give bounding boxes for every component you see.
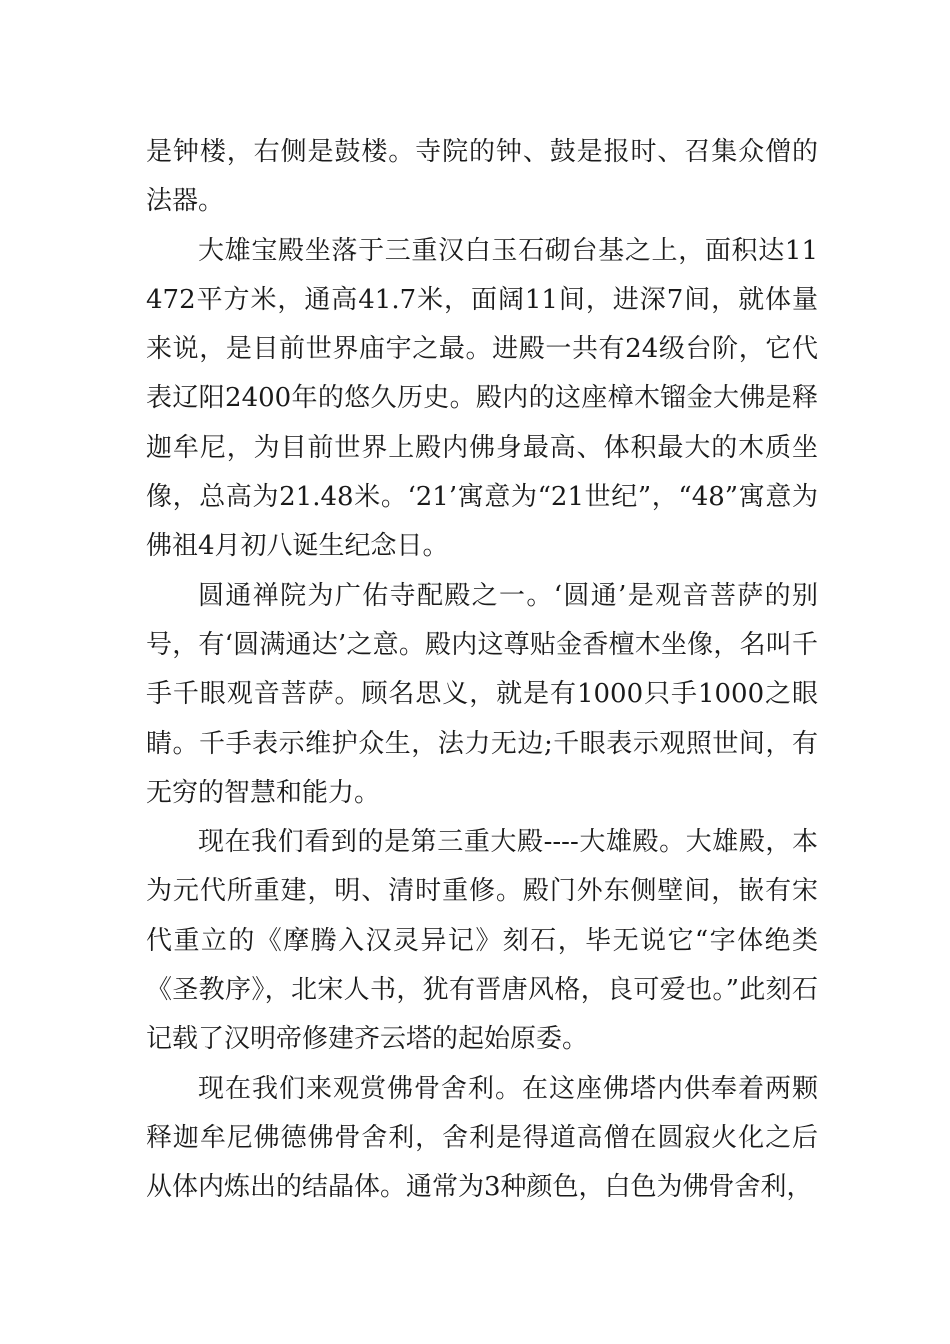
paragraph-mahavira-hall: 大雄宝殿坐落于三重汉白玉石砌台基之上，面积达11472平方米，通高41.7米，面阔11间，进深7间，就体量来说，是目前世界庙宇之最。进殿一共有24级台阶，它代表辽阳2400年的悠久历史。殿内的这座樟木镏金大佛是释迦牟尼，为目前世界上殿内佛身最高、体积最大的木质坐像，总高为21.48米。‘21’寓意为“21世纪”，“48”寓意为佛祖4月初八诞生纪念日。 <box>146 235 818 562</box>
document-body <box>146 128 818 1213</box>
paragraph-yuantong-hall: 圆通禅院为广佑寺配殿之一。‘圆通’是观音菩萨的别号，有‘圆满通达’之意。殿内这尊贴金香檀木坐像，名叫千手千眼观音菩萨。顾名思义，就是有1000只手1000之眼睛。千手表示维护众生，法力无边;千眼表示观照世间，有无穷的智慧和能力。 <box>146 580 818 808</box>
paragraph-daxiong-hall: 现在我们看到的是第三重大殿----大雄殿。大雄殿，本为元代所重建，明、清时重修。殿门外东侧壁间，嵌有宋代重立的《摩腾入汉灵异记》刻石，毕无说它“字体绝类《圣教序》，北宋人书，犹有晋唐风格，良可爱也。”此刻石记载了汉明帝修建齐云塔的起始原委。 <box>146 827 818 1055</box>
paragraph-bell-drum-towers: 是钟楼，右侧是鼓楼。寺院的钟、鼓是报时、召集众僧的法器。 <box>146 137 818 217</box>
paragraph-buddha-relics: 现在我们来观赏佛骨舍利。在这座佛塔内供奉着两颗释迦牟尼佛德佛骨舍利，舍利是得道高僧在圆寂火化之后从体内炼出的结晶体。通常为3种颜色，白色为佛骨舍利， <box>146 1073 818 1203</box>
